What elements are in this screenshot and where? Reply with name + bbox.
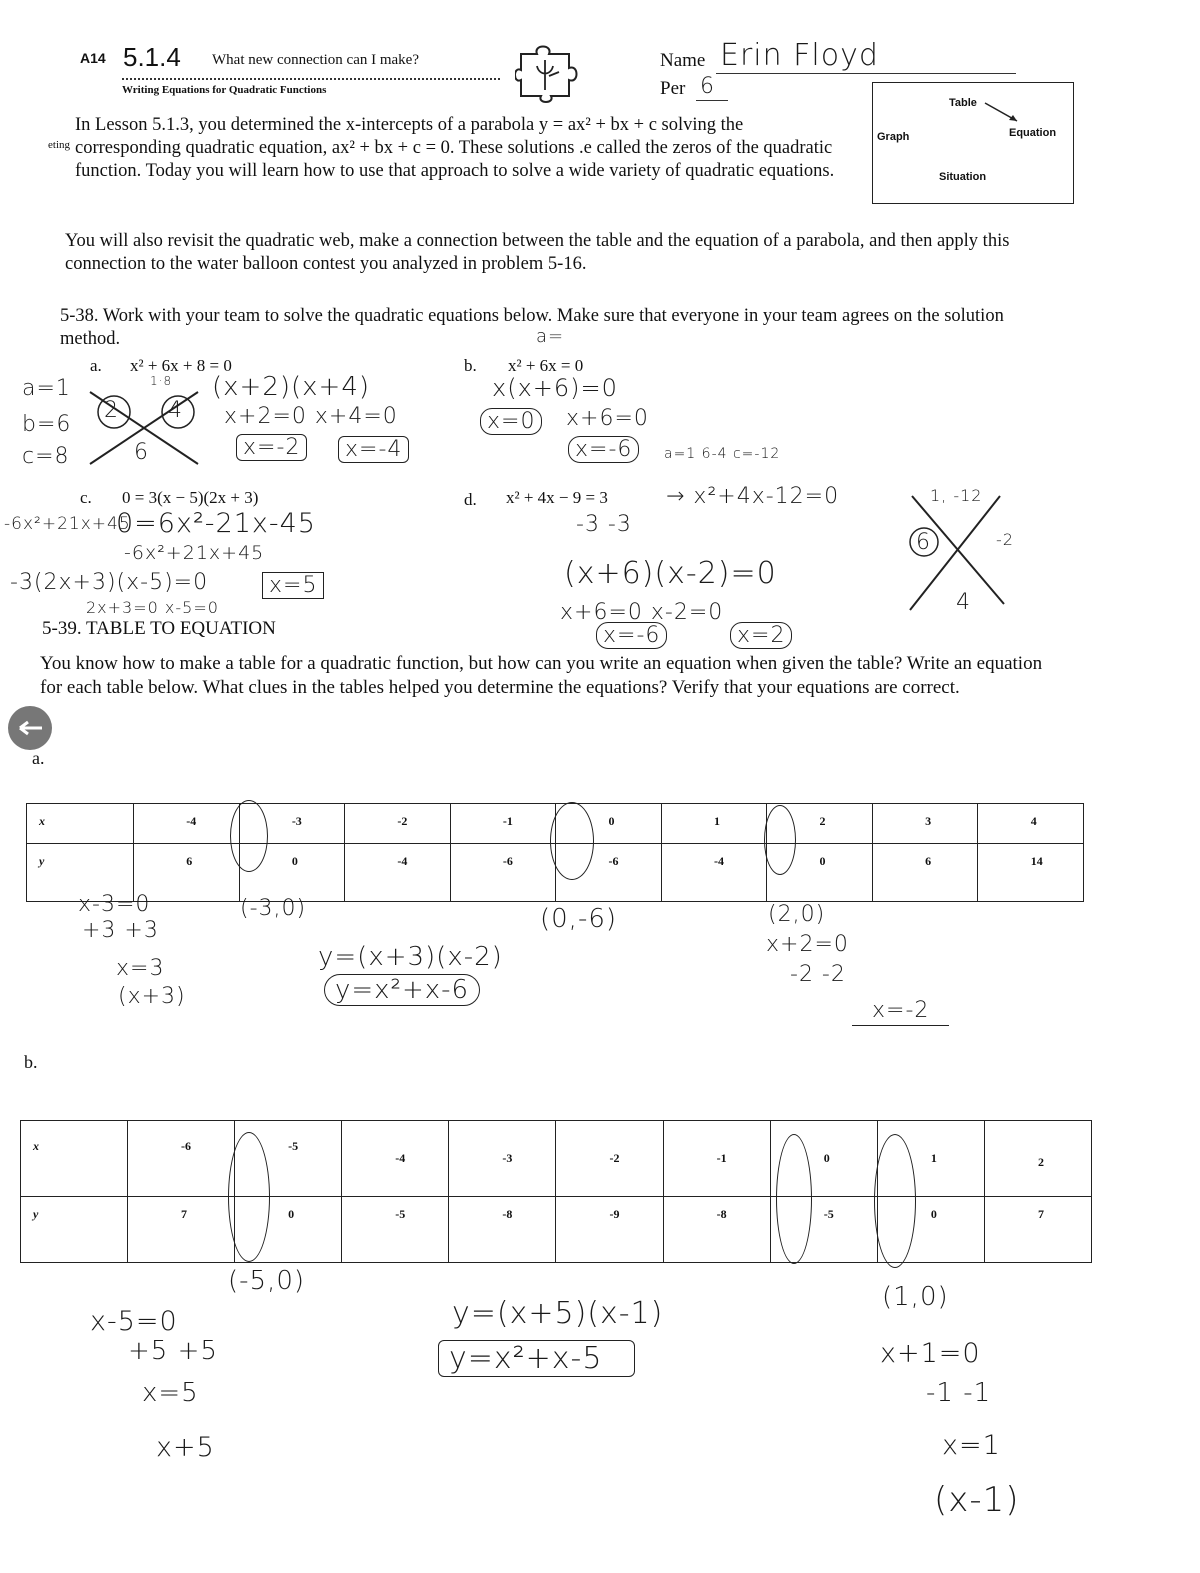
hw-c-solution: x=5: [262, 572, 324, 599]
intro-paragraph: In Lesson 5.1.3, you determined the x-intercepts of a parabola y = ax² + bx + c solving the corresponding quadratic equation, ax² + bx + c = 0. These solutions .e called the zeros of the quadratic function. Today you will learn how to use that approach to solve a wide variety of quadratic equations.: [75, 115, 835, 181]
table-b-y-cell: 0: [235, 1197, 342, 1263]
hw-b-solution-2: x=-6: [568, 436, 639, 463]
lesson-question: What new connection can I make?: [212, 52, 419, 68]
table-a-x-cell: 0: [556, 804, 662, 844]
web-table-label: Table: [949, 97, 977, 109]
hw-d-subtract: -3 -3: [576, 512, 632, 537]
margin-note: eting: [48, 139, 70, 151]
problem-a-label: a.: [90, 356, 102, 375]
table-b-y-cell: -8: [449, 1197, 556, 1263]
hw-539b-r4: (x-1): [934, 1480, 1020, 1520]
lesson-code: A14: [80, 50, 106, 66]
table-b-x-cell: -4: [342, 1121, 449, 1197]
problem-539-prompt: You know how to make a table for a quadratic function, but how can you write an equation when given the table? Write an equation for each table below. What clues in the tables helped you determine the equations? Verify that your equations are correct.: [40, 653, 1043, 698]
table-a-y-cell: -6: [450, 844, 556, 902]
table-a-y-header: y: [27, 844, 134, 902]
hw-539a-l3: x=3: [116, 956, 165, 981]
hw-539a-l4: (x+3): [118, 984, 186, 1009]
table-b-x-cell: -6: [128, 1121, 235, 1197]
name-label: Name: [660, 50, 706, 71]
name-line: [716, 73, 1016, 74]
lesson-subtitle: Writing Equations for Quadratic Functions: [122, 84, 327, 96]
hw-539b-r2: -1 -1: [926, 1378, 992, 1408]
hw-a-diamond-top: 1·8: [150, 374, 173, 388]
circle-mark: [874, 1134, 916, 1268]
hw-539b-equation-1: y=(x+5)(x-1): [452, 1296, 664, 1331]
hw-d-set-zero: x+6=0 x-2=0: [560, 600, 724, 625]
table-b-x-cell: -5: [235, 1121, 342, 1197]
table-a-y-cell: -4: [345, 844, 451, 902]
web-arrow-icon: [983, 101, 1023, 125]
hw-a-diamond-bottom: 6: [134, 440, 149, 465]
title-divider: [122, 78, 500, 80]
hw-539a-point-1: (-3,0): [240, 896, 307, 921]
back-arrow-icon: [8, 706, 52, 750]
hw-d-solution-1: x=-6: [596, 622, 667, 649]
table-a-y-cell: 6: [134, 844, 240, 902]
table-b-y-header: y: [21, 1197, 128, 1263]
table-b-y-cell: -5: [770, 1197, 877, 1263]
period-value: 6: [700, 74, 715, 99]
circle-mark: [550, 802, 594, 880]
lesson-number: 5.1.4: [123, 42, 181, 72]
table-a-y-cell: -4: [661, 844, 767, 902]
table-a-x-cell: -1: [450, 804, 556, 844]
web-equation-label: Equation: [1009, 127, 1057, 139]
hw-539a-r1: x+2=0: [766, 932, 849, 957]
table-b-x-cell: -1: [663, 1121, 770, 1197]
hw-539b-l2: +5 +5: [128, 1336, 218, 1366]
table-a-y-cell: 0: [767, 844, 873, 902]
hw-c-left: -6x²+21x+45: [4, 514, 131, 534]
table-a-y-cell: -6: [556, 844, 662, 902]
problem-a-equation: x² + 6x + 8 = 0: [130, 356, 232, 375]
quadratic-web-box: [872, 82, 1074, 204]
table-a-x-cell: 1: [661, 804, 767, 844]
part-a-label: a.: [32, 748, 45, 768]
hw-c-expand: 0=6x²-21x-45: [116, 508, 316, 539]
table-b-y-cell: -9: [556, 1197, 663, 1263]
table-b-x-cell: 2: [984, 1121, 1091, 1197]
part-b-label: b.: [24, 1052, 38, 1072]
problem-c-label: c.: [80, 488, 92, 507]
hw-539a-l2: +3 +3: [82, 918, 159, 943]
table-b-x-cell: -2: [556, 1121, 663, 1197]
hw-539a-r3: x=-2: [852, 998, 949, 1026]
hw-539b-l3: x=5: [142, 1378, 199, 1408]
hw-a-coef-c: c=8: [22, 444, 70, 469]
hw-a-diamond-left: 2: [104, 398, 119, 423]
hw-539a-point-3: (2,0): [768, 902, 826, 927]
web-graph-label: Graph: [877, 131, 910, 143]
table-a-x-cell: -3: [239, 804, 345, 844]
table-a-x-cell: -4: [134, 804, 240, 844]
table-b-x-header: x: [21, 1121, 128, 1197]
table-b-x-cell: 1: [877, 1121, 984, 1197]
table-a-y-cell: 0: [239, 844, 345, 902]
table-b-y-cell: 0: [877, 1197, 984, 1263]
hw-a-coef-b: b=6: [22, 412, 72, 437]
hw-539b-r1: x+1=0: [880, 1338, 981, 1369]
hw-d-rewrite: → x²+4x-12=0: [666, 484, 840, 509]
hw-b-factor: x(x+6)=0: [492, 374, 618, 402]
table-a-x-header: x: [27, 804, 134, 844]
hw-b-a: a=: [536, 326, 565, 347]
hw-a-solution-2: x=-4: [338, 436, 409, 463]
hw-539b-point-1: (-5,0): [228, 1266, 306, 1296]
circle-mark: [776, 1134, 812, 1264]
hw-a-coef-a: a=1: [22, 376, 71, 401]
table-b-y-cell: 7: [984, 1197, 1091, 1263]
hw-a-set-zero: x+2=0 x+4=0: [224, 404, 398, 429]
hw-d-diamond-right: -2: [996, 530, 1014, 549]
hw-a-factor: (x+2)(x+4): [212, 372, 371, 402]
table-a-x-cell: 3: [872, 804, 978, 844]
problem-d-equation: x² + 4x − 9 = 3: [506, 488, 608, 507]
table-a-x-cell: 4: [978, 804, 1084, 844]
hw-d-solution-2: x=2: [730, 622, 792, 649]
hw-d-factor: (x+6)(x-2)=0: [564, 556, 777, 591]
hw-a-diamond-right: 4: [168, 398, 183, 423]
name-value: Erin Floyd: [720, 38, 879, 73]
hw-539b-l1: x-5=0: [90, 1306, 178, 1337]
hw-b-set-zero: x+6=0: [566, 406, 649, 431]
problem-b-equation: x² + 6x = 0: [508, 356, 584, 375]
hw-539b-equation-2: y=x²+x-5: [438, 1340, 635, 1377]
table-b-y-cell: -8: [663, 1197, 770, 1263]
hw-539a-equation-1: y=(x+3)(x-2): [318, 942, 503, 972]
table-b-x-cell: -3: [449, 1121, 556, 1197]
hw-539b-r3: x=1: [942, 1430, 1001, 1461]
hw-d-diamond-left: 6: [916, 530, 931, 555]
hw-539a-r2: -2 -2: [790, 962, 846, 987]
table-b-x-cell: 0: [770, 1121, 877, 1197]
circle-mark: [764, 805, 796, 875]
hw-539a-l1: x-3=0: [78, 892, 151, 917]
web-situation-label: Situation: [939, 171, 987, 183]
hw-539a-equation-2: y=x²+x-6: [324, 974, 480, 1006]
hw-a-solution-1: x=-2: [236, 434, 307, 461]
hw-b-solution-1: x=0: [480, 408, 542, 435]
problem-b-label: b.: [464, 356, 477, 375]
table-b: [20, 1120, 1092, 1263]
hw-d-diamond-bottom: 4: [956, 590, 971, 615]
problem-538-prompt: 5-38. Work with your team to solve the quadratic equations below. Make sure that everyone in your team agrees on the solution method.: [60, 306, 1004, 349]
hw-539b-l4: x+5: [156, 1432, 215, 1463]
table-b-y-cell: -5: [342, 1197, 449, 1263]
hw-b-notes: a=1 6-4 c=-12: [664, 446, 781, 462]
problem-c-equation: 0 = 3(x − 5)(2x + 3): [122, 488, 259, 507]
problem-d-label: d.: [464, 490, 477, 509]
table-a-x-cell: -2: [345, 804, 451, 844]
problem-539-title: 5-39. TABLE TO EQUATION: [42, 618, 276, 639]
circle-mark: [230, 800, 268, 872]
period-line: [696, 100, 728, 101]
hw-539b-point-2: (1,0): [882, 1282, 949, 1312]
table-a-x-cell: 2: [767, 804, 873, 844]
table-a-y-cell: 6: [872, 844, 978, 902]
hw-c-expand-2: -6x²+21x+45: [124, 542, 265, 564]
table-a-y-cell: 14: [978, 844, 1084, 902]
puzzle-icon: [515, 40, 593, 104]
hw-d-diamond-top: 1, -12: [930, 486, 983, 505]
period-label: Per: [660, 78, 686, 99]
hw-c-factor: -3(2x+3)(x-5)=0: [10, 570, 209, 595]
hw-c-bottom: 2x+3=0 x-5=0: [86, 598, 219, 617]
revisit-paragraph: You will also revisit the quadratic web, make a connection between the table and the equation of a parabola, and then apply this connection to the water balloon contest you analyzed in problem 5-16.: [65, 231, 1010, 274]
hw-539a-point-2: (0,-6): [540, 904, 618, 934]
table-b-y-cell: 7: [128, 1197, 235, 1263]
circle-mark: [228, 1132, 270, 1262]
